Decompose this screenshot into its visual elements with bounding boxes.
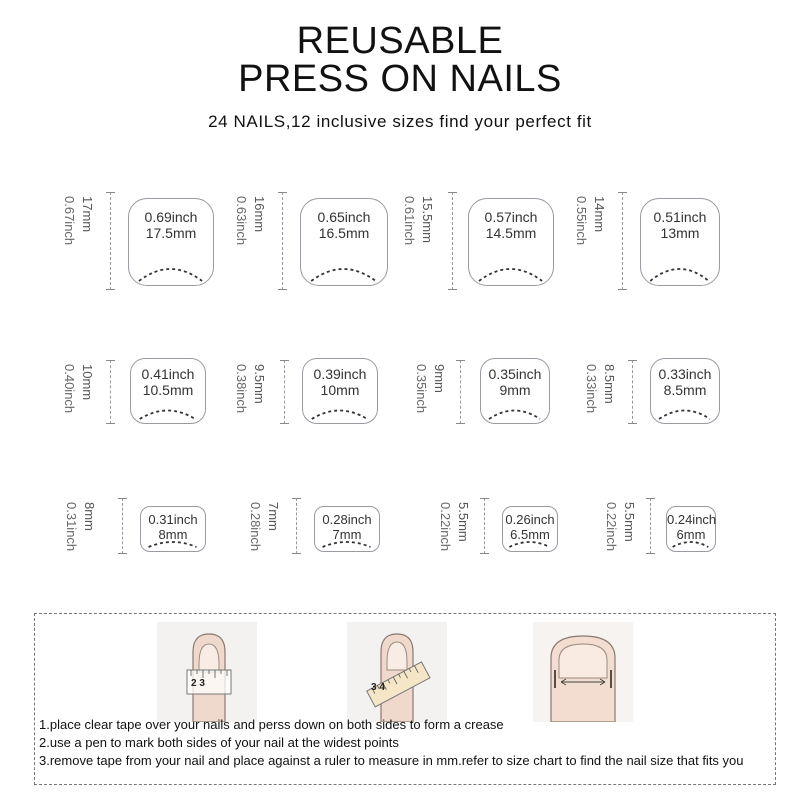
width-inch-label: 0.31inch: [148, 512, 198, 527]
nail-outline: [666, 506, 716, 552]
step-2-finger-ruler-image: [347, 622, 447, 722]
length-inch-label: 0.33inch: [584, 364, 599, 414]
length-mm-label: 5.5mm: [622, 502, 637, 542]
length-inch-label: 0.40inch: [62, 364, 77, 414]
width-inch-label: 0.65inch: [317, 209, 371, 225]
measuring-guide: [34, 613, 776, 785]
subtitle: 24 NAILS,12 inclusive sizes find your perfect fit: [208, 112, 592, 131]
title-line-2: PRESS ON NAILS: [238, 58, 562, 100]
length-ruler: [632, 360, 633, 424]
length-mm-label: 5.5mm: [456, 502, 471, 542]
width-mm-label: 6mm: [676, 527, 706, 542]
step-2-ruler-numbers: 3 4: [371, 682, 385, 693]
length-ruler: [460, 360, 461, 424]
width-inch-label: 0.35inch: [488, 366, 542, 382]
length-inch-label: 0.38inch: [234, 364, 249, 414]
step-1-finger-tape-image: [157, 622, 257, 722]
length-inch-label: 0.31inch: [64, 502, 79, 552]
nail-outline: [128, 198, 214, 286]
width-inch-label: 0.41inch: [141, 366, 195, 382]
nail-outline: [640, 198, 720, 286]
cuticle-curve: [503, 532, 556, 551]
width-mm-label: 8.5mm: [663, 382, 707, 398]
instruction-3: 3.remove tape from your nail and place against a ruler to measure in mm.refer to size chart to find the nail size that fits you: [39, 753, 744, 768]
length-mm-label: 16mm: [252, 196, 267, 233]
width-inch-label: 0.69inch: [144, 209, 198, 225]
nail-outline: [302, 358, 378, 424]
length-ruler: [452, 192, 453, 290]
cuticle-curve: [651, 395, 718, 423]
length-ruler: [282, 192, 283, 290]
length-mm-label: 8.5mm: [602, 364, 617, 404]
length-ruler: [650, 498, 651, 554]
length-inch-label: 0.61inch: [402, 196, 417, 246]
length-ruler: [110, 360, 111, 424]
nail-outline: [140, 506, 206, 552]
width-mm-label: 10mm: [320, 382, 360, 398]
width-mm-label: 8mm: [158, 527, 188, 542]
length-ruler: [110, 192, 111, 290]
width-inch-label: 0.33inch: [658, 366, 712, 382]
width-inch-label: 0.39inch: [313, 366, 367, 382]
cuticle-curve: [129, 248, 212, 285]
width-inch-label: 0.28inch: [322, 512, 372, 527]
instruction-1: 1.place clear tape over your nails and perss down on both sides to form a crease: [39, 717, 504, 732]
length-mm-label: 8mm: [82, 502, 97, 531]
width-mm-label: 10.5mm: [142, 382, 194, 398]
cuticle-curve: [469, 248, 552, 285]
length-inch-label: 0.35inch: [414, 364, 429, 414]
width-mm-label: 13mm: [660, 225, 700, 241]
length-ruler: [296, 498, 297, 554]
length-ruler: [622, 192, 623, 290]
title-line-1: REUSABLE: [296, 20, 504, 62]
cuticle-curve: [301, 248, 386, 285]
nail-outline: [300, 198, 388, 286]
cuticle-curve: [131, 395, 204, 423]
cuticle-curve: [303, 395, 376, 423]
length-mm-label: 9.5mm: [252, 364, 267, 404]
step-3-nail-marks-image: [533, 622, 633, 722]
step-1-ruler-numbers: 2 3: [191, 678, 205, 689]
nail-outline: [468, 198, 554, 286]
width-inch-label: 0.57inch: [484, 209, 538, 225]
cuticle-curve: [641, 248, 718, 285]
instruction-2: 2.use a pen to mark both sides of your nail at the widest points: [39, 735, 399, 750]
width-mm-label: 9mm: [499, 382, 531, 398]
nail-outline: [650, 358, 720, 424]
nail-outline: [480, 358, 550, 424]
nail-outline: [314, 506, 380, 552]
length-ruler: [122, 498, 123, 554]
width-mm-label: 14.5mm: [485, 225, 537, 241]
cuticle-curve: [315, 532, 378, 551]
width-mm-label: 16.5mm: [318, 225, 370, 241]
nail-outline: [130, 358, 206, 424]
cuticle-curve: [667, 532, 714, 551]
length-mm-label: 9mm: [432, 364, 447, 393]
length-inch-label: 0.22inch: [604, 502, 619, 552]
length-ruler: [284, 360, 285, 424]
length-inch-label: 0.63inch: [234, 196, 249, 246]
width-inch-label: 0.24inch: [667, 512, 717, 527]
length-mm-label: 14mm: [592, 196, 607, 233]
nail-outline: [502, 506, 558, 552]
width-mm-label: 6.5mm: [510, 527, 550, 542]
length-inch-label: 0.28inch: [248, 502, 263, 552]
length-mm-label: 17mm: [80, 196, 95, 233]
width-inch-label: 0.26inch: [505, 512, 555, 527]
cuticle-curve: [481, 395, 548, 423]
length-inch-label: 0.55inch: [574, 196, 589, 246]
width-mm-label: 7mm: [332, 527, 362, 542]
length-mm-label: 10mm: [80, 364, 95, 401]
cuticle-curve: [141, 532, 204, 551]
width-mm-label: 17.5mm: [145, 225, 197, 241]
width-inch-label: 0.51inch: [653, 209, 707, 225]
length-inch-label: 0.22inch: [438, 502, 453, 552]
length-ruler: [484, 498, 485, 554]
length-mm-label: 7mm: [266, 502, 281, 531]
length-inch-label: 0.67inch: [62, 196, 77, 246]
length-mm-label: 15.5mm: [420, 196, 435, 243]
